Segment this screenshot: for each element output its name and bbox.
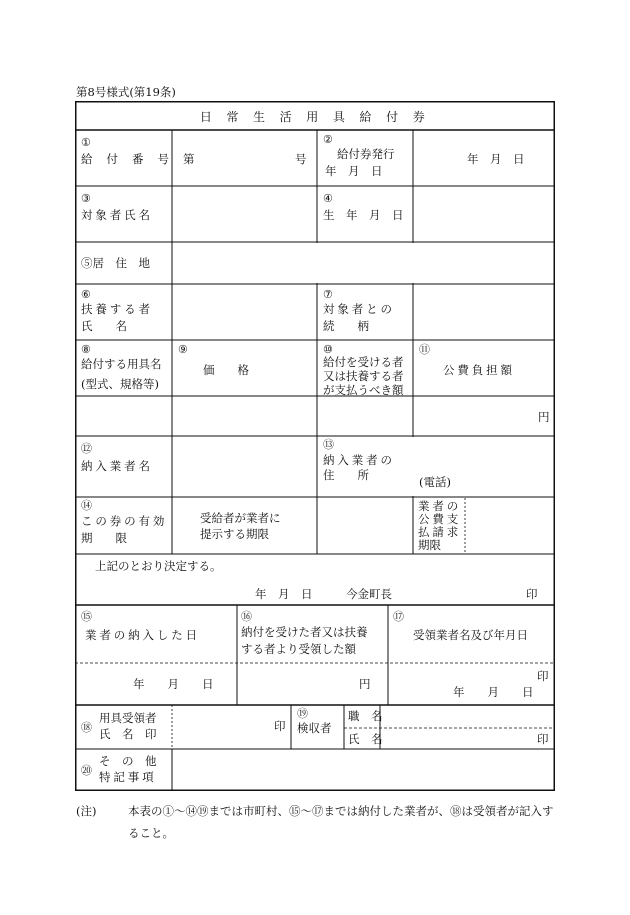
receiver-seal: 印 bbox=[274, 719, 286, 733]
item-14-label-1: この券の有効 bbox=[81, 514, 168, 528]
issue-date: 年 月 日 bbox=[467, 152, 525, 166]
note-body: 本表の①〜⑭⑲までは市町村、⑮〜⑰までは納付した業者が、⑱は受領者が記入すること。 bbox=[128, 804, 554, 840]
item-17-label: 受領業者名及び年月日 bbox=[413, 628, 528, 642]
claim-deadline-4: 期限 bbox=[418, 538, 441, 552]
decision-date: 年 月 日 bbox=[255, 587, 313, 601]
decision-text: 上記のとおり決定する。 bbox=[95, 559, 222, 573]
item-10-label-3: が支払うべき額 bbox=[323, 383, 404, 397]
item-7-number: ⑦ bbox=[323, 288, 333, 301]
delivery-date: 年 月 日 bbox=[133, 677, 214, 691]
item-10-label-1: 給付を受ける者 bbox=[323, 355, 404, 369]
item-13-label-2: 住 所 bbox=[323, 468, 369, 482]
item-3-number: ③ bbox=[81, 192, 91, 205]
form-number-label: 第8号様式(第19条) bbox=[76, 85, 176, 99]
item-9-number: ⑨ bbox=[178, 343, 188, 356]
present-deadline-2: 提示する期限 bbox=[200, 527, 269, 541]
item-1-number: ① bbox=[81, 136, 91, 149]
item-11-number: ⑪ bbox=[419, 343, 430, 356]
item-3-label: 対象者氏名 bbox=[81, 208, 153, 222]
voucher-form bbox=[75, 101, 555, 791]
item-2-label-1: 給付券発行 bbox=[337, 147, 395, 161]
item-9-label: 価 格 bbox=[203, 363, 249, 377]
item-14-number: ⑭ bbox=[81, 499, 92, 512]
item-10-label-2: 又は扶養する者 bbox=[323, 369, 404, 383]
item-1-label: 給 付 番 号 bbox=[81, 152, 175, 166]
item-8-label-2: (型式、規格等) bbox=[81, 377, 159, 391]
inspector-name: 氏 名 bbox=[348, 732, 383, 746]
vendor-date: 年 月 日 bbox=[453, 685, 534, 699]
claim-deadline-2: 公費支 bbox=[418, 512, 462, 526]
yen-label: 円 bbox=[538, 410, 550, 424]
item-18-label-2: 氏 名 印 bbox=[99, 727, 157, 741]
item-5-label: ⑤居 住 地 bbox=[81, 256, 150, 270]
note-head: (注) bbox=[76, 804, 97, 818]
form-title: 日 常 生 活 用 具 給 付 券 bbox=[199, 110, 431, 124]
item-16-label-1: 納付を受けた者又は扶養 bbox=[241, 625, 368, 639]
item-18-label-1: 用具受領者 bbox=[99, 711, 157, 725]
item-4-number: ④ bbox=[323, 192, 333, 205]
item-13-label-1: 納入業者の bbox=[323, 453, 395, 467]
item-8-label-1: 給付する用具名 bbox=[81, 357, 162, 371]
telephone-label: (電話) bbox=[419, 475, 451, 489]
item-6-label-2: 氏 名 bbox=[81, 319, 127, 333]
item-20-number: ⑳ bbox=[81, 764, 92, 777]
inspector-seal: 印 bbox=[537, 732, 549, 746]
number-suffix: 号 bbox=[295, 152, 307, 166]
item-19-number: ⑲ bbox=[297, 707, 308, 720]
claim-deadline-3: 払請求 bbox=[418, 525, 462, 539]
received-yen: 円 bbox=[359, 677, 371, 691]
item-18-number: ⑱ bbox=[81, 721, 92, 734]
vendor-seal: 印 bbox=[537, 669, 549, 683]
item-2-label-2: 年 月 日 bbox=[325, 164, 383, 178]
present-deadline-1: 受給者が業者に bbox=[200, 511, 281, 525]
item-2-number: ② bbox=[323, 133, 333, 146]
item-4-label: 生 年 月 日 bbox=[323, 208, 404, 222]
item-17-number: ⑰ bbox=[393, 610, 404, 623]
item-7-label-2: 続 柄 bbox=[323, 319, 369, 333]
item-15-label: 業者の納入した日 bbox=[85, 628, 200, 642]
item-19-label: 検収者 bbox=[297, 721, 332, 735]
item-7-label-1: 対象者との bbox=[323, 302, 395, 316]
item-12-number: ⑫ bbox=[81, 442, 92, 455]
item-16-label-2: する者より受領した額 bbox=[241, 642, 356, 656]
item-12-label: 納入業者名 bbox=[81, 459, 153, 473]
item-13-number: ⑬ bbox=[323, 438, 334, 451]
item-14-label-2: 期 限 bbox=[81, 531, 127, 545]
item-16-number: ⑯ bbox=[241, 610, 252, 623]
mayor-label: 今金町長 bbox=[346, 587, 392, 601]
item-6-number: ⑥ bbox=[81, 288, 91, 301]
inspector-post: 職 名 bbox=[348, 709, 383, 723]
item-11-label: 公費負担額 bbox=[443, 363, 515, 377]
number-prefix: 第 bbox=[183, 152, 195, 166]
item-8-number: ⑧ bbox=[81, 343, 91, 356]
item-6-label-1: 扶養する者 bbox=[81, 302, 153, 316]
item-20-label-1: そ の 他 bbox=[99, 754, 157, 768]
claim-deadline-1: 業者の bbox=[418, 499, 462, 513]
item-20-label-2: 特記事項 bbox=[99, 770, 157, 784]
item-10-number: ⑩ bbox=[323, 343, 333, 356]
mayor-seal: 印 bbox=[526, 587, 538, 601]
item-15-number: ⑮ bbox=[81, 610, 92, 623]
